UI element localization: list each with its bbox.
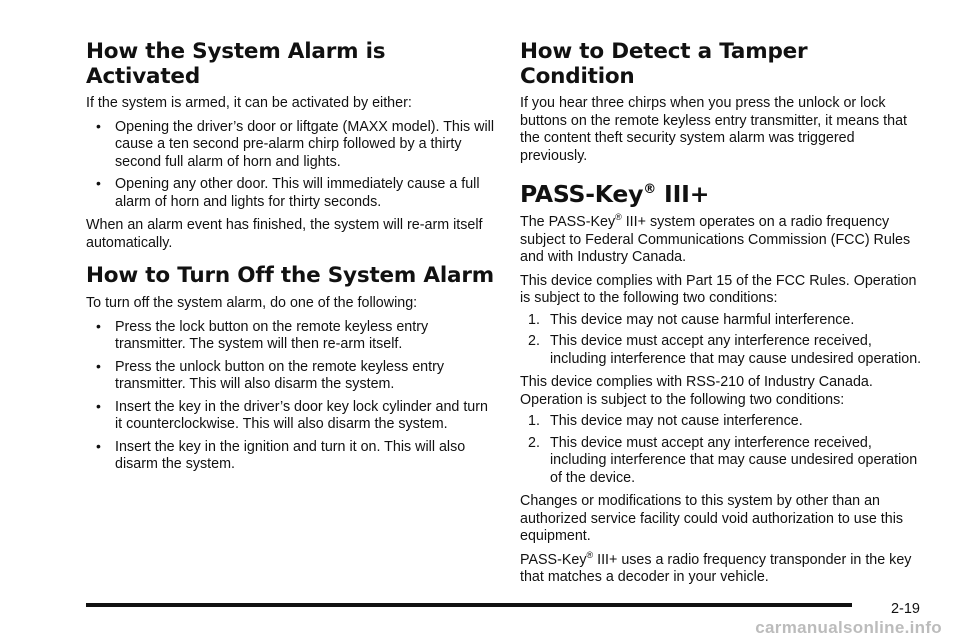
bullet-icon: • bbox=[96, 175, 101, 192]
list-item bbox=[520, 312, 924, 330]
registered-mark: ® bbox=[615, 212, 622, 223]
list-item bbox=[520, 435, 924, 488]
paragraph-armed-intro: If the system is armed, it can be activated by either: bbox=[86, 95, 412, 112]
bullet-list-turn-off bbox=[86, 319, 496, 474]
text-segment: PASS-Key bbox=[520, 551, 587, 568]
list-item-text: This device may not cause harmful interference. bbox=[550, 311, 855, 328]
list-item-text: Opening the driver’s door or liftgate (MAXX model). This will cause a ten second pre-alarm chirp followed by a thirty second full alarm of horn and lights. bbox=[115, 118, 495, 170]
bullet-icon: • bbox=[96, 317, 101, 334]
text-segment: III+ system operates on a radio frequency subject to Federal Communications Commission (FCC) Rules and with Industry Canada. bbox=[520, 214, 911, 266]
list-item bbox=[86, 439, 496, 474]
heading-pass-key-text: PASS-Key bbox=[520, 180, 644, 209]
list-item bbox=[86, 119, 496, 172]
watermark-text: carmanualsonline.info bbox=[755, 618, 942, 637]
bullet-icon: • bbox=[96, 397, 101, 414]
left-column bbox=[86, 40, 496, 474]
list-item-text: Press the unlock button on the remote keyless entry transmitter. This will also disarm the system. bbox=[115, 358, 445, 393]
text-segment: III+ uses a radio frequency transponder in the key that matches a decoder in your vehicle. bbox=[520, 551, 912, 586]
list-item-text: This device must accept any interference received, including interference that may cause undesired operation. bbox=[550, 333, 922, 367]
heading-pass-key-suffix: III+ bbox=[656, 180, 710, 209]
heading-pass-key bbox=[520, 181, 924, 208]
heading-turn-off-alarm: How to Turn Off the System Alarm bbox=[86, 263, 494, 289]
list-number: 1. bbox=[528, 413, 540, 430]
paragraph-pass-key-radio bbox=[520, 214, 924, 267]
list-number: 2. bbox=[528, 434, 540, 451]
paragraph-fcc: This device complies with Part 15 of the FCC Rules. Operation is subject to the following two conditions: bbox=[520, 272, 917, 307]
list-item-text: Press the lock button on the remote keyless entry transmitter. The system will then re-arm itself. bbox=[115, 318, 429, 353]
page-number: 2-19 bbox=[890, 601, 920, 617]
list-item-text: Insert the key in the driver’s door key lock cylinder and turn it counterclockwise. This will also disarm the system. bbox=[115, 398, 488, 433]
numbered-list-rss bbox=[520, 413, 924, 487]
paragraph-rss: This device complies with RSS-210 of Industry Canada. Operation is subject to the following two conditions: bbox=[520, 374, 873, 408]
list-item bbox=[86, 176, 496, 211]
list-item bbox=[520, 333, 924, 368]
text-segment: The PASS-Key bbox=[520, 214, 616, 231]
list-item bbox=[86, 399, 496, 434]
list-item bbox=[86, 319, 496, 354]
list-item bbox=[86, 359, 496, 394]
list-item-text: Insert the key in the ignition and turn it on. This will also disarm the system. bbox=[115, 438, 466, 473]
list-item-text: This device must accept any interference received, including interference that may cause undesired operation of the device. bbox=[550, 434, 918, 486]
list-item bbox=[520, 413, 924, 431]
bullet-icon: • bbox=[96, 357, 101, 374]
paragraph-rearm: When an alarm event has finished, the system will re-arm itself automatically. bbox=[86, 217, 483, 251]
footer-rule bbox=[86, 603, 852, 607]
list-item-text: This device may not cause interference. bbox=[550, 413, 803, 430]
list-number: 2. bbox=[528, 333, 540, 350]
registered-mark: ® bbox=[643, 182, 657, 198]
bullet-list-activation bbox=[86, 119, 496, 212]
bullet-icon: • bbox=[96, 437, 101, 454]
list-number: 1. bbox=[528, 311, 540, 328]
paragraph-transponder bbox=[520, 549, 924, 587]
bullet-icon: • bbox=[96, 117, 101, 134]
numbered-list-fcc bbox=[520, 312, 924, 369]
heading-alarm-activated: How the System Alarm is Activated bbox=[86, 39, 386, 89]
right-column bbox=[520, 40, 924, 587]
heading-tamper-condition: How to Detect a Tamper Condition bbox=[520, 39, 808, 89]
list-item-text: Opening any other door. This will immediately cause a full alarm of horn and lights for thirty seconds. bbox=[115, 176, 480, 210]
paragraph-tamper: If you hear three chirps when you press the unlock or lock buttons on the remote keyless entry transmitter, it means that the content theft security system alarm was triggered previously. bbox=[520, 95, 907, 164]
paragraph-turn-off-intro: To turn off the system alarm, do one of the following: bbox=[86, 295, 418, 312]
paragraph-modifications: Changes or modifications to this system by other than an authorized service facility could void authorization to use this equipment. bbox=[520, 493, 904, 545]
registered-mark: ® bbox=[586, 549, 594, 560]
